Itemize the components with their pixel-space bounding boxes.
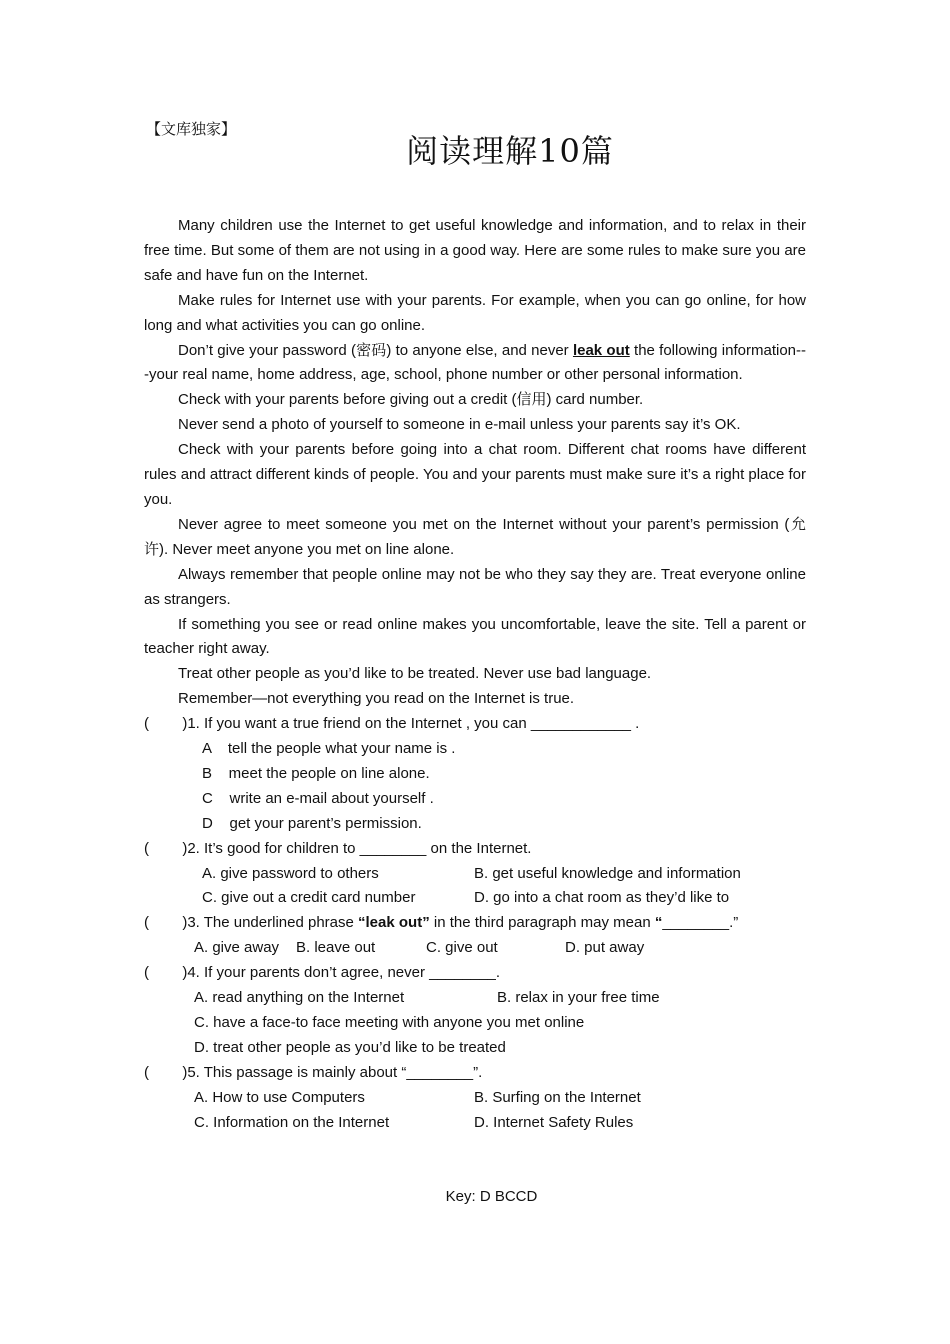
question-5-stem: ( )5. This passage is mainly about “________”.: [144, 1063, 483, 1081]
underlined-phrase: leak out: [572, 341, 630, 359]
question-1-option-a: A tell the people what your name is .: [202, 740, 456, 758]
paragraph-3-end: the following information---your real name, home address, age, school, phone number or other personal information.: [144, 341, 806, 384]
question-5-row-1: [144, 1086, 806, 1111]
question-2-option-b: B. get useful knowledge and information: [474, 864, 741, 882]
question-4-option-a: A. read anything on the Internet: [194, 989, 405, 1007]
question-4-option-d: D. treat other people as you’d like to be treated: [194, 1038, 506, 1056]
question-3-option-d: D. put away: [565, 939, 645, 957]
paragraph-11: Remember—not everything you read on the Internet is true.: [178, 690, 575, 708]
question-3-option-c: C. give out: [426, 939, 498, 957]
paragraph-7: Never agree to meet someone you met on the Internet without your parent’s permission (允许). Never meet anyone you met on line alone.: [144, 515, 806, 558]
source-tag: 【文库独家】: [146, 120, 237, 138]
question-1-stem: ( )1. If you want a true friend on the Internet , you can ____________ .: [144, 715, 640, 733]
paragraph-3-start: Don’t give your password (密码) to anyone else, and never: [178, 341, 573, 359]
question-3-options: [144, 936, 806, 961]
question-2-row-2: [144, 886, 806, 911]
question-3-stem-start: ( )3. The underlined phrase: [144, 914, 359, 932]
question-3-stem: [144, 911, 806, 936]
question-3-stem-middle: in the third paragraph may mean: [429, 914, 655, 932]
question-1-option-d: D get your parent’s permission.: [202, 814, 422, 832]
question-2-option-a: A. give password to others: [202, 864, 379, 882]
question-3-option-b: B. leave out: [296, 939, 376, 957]
question-5-option-c: C. Information on the Internet: [194, 1113, 390, 1131]
question-3-stem-end: ________.”: [662, 914, 739, 932]
reading-passage: [144, 214, 806, 1136]
paragraph-10: Treat other people as you’d like to be treated. Never use bad language.: [178, 665, 652, 683]
page-title: 阅读理解10篇: [406, 132, 614, 170]
paragraph-8: Always remember that people online may not be who they say they are. Treat everyone online as strangers.: [144, 565, 806, 608]
question-5-row-2: [144, 1111, 806, 1136]
question-4-option-b: B. relax in your free time: [497, 989, 660, 1007]
paragraph-6: Check with your parents before going into a chat room. Different chat rooms have different rules and attract different kinds of people. You and your parents must make sure it’s a right place for you.: [144, 441, 806, 508]
paragraph-3: [144, 339, 806, 389]
question-2-option-c: C. give out a credit card number: [202, 889, 416, 907]
question-4-option-c: C. have a face-to face meeting with anyone you met online: [194, 1014, 585, 1031]
answer-key: Key: D BCCD: [445, 1188, 538, 1205]
question-4-row-1: [144, 986, 806, 1011]
paragraph-4: Check with your parents before giving out a credit (信用) card number.: [178, 391, 644, 409]
paragraph-9: If something you see or read online makes you uncomfortable, leave the site. Tell a parent or teacher right away.: [144, 615, 806, 658]
question-1-option-b: B meet the people on line alone.: [202, 764, 430, 782]
question-5-option-a: A. How to use Computers: [194, 1088, 365, 1106]
question-2-stem: ( )2. It’s good for children to ________ on the Internet.: [144, 839, 532, 857]
question-3-open-quote: “: [654, 914, 663, 932]
question-1-option-c: C write an e-mail about yourself .: [202, 789, 434, 807]
question-5-option-d: D. Internet Safety Rules: [474, 1113, 634, 1131]
paragraph-5: Never send a photo of yourself to someone in e-mail unless your parents say it’s OK.: [178, 416, 741, 434]
paragraph-1: Many children use the Internet to get useful knowledge and information, and to relax in their free time. But some of them are not using in a good way. Here are some rules to make sure you are safe and have fun on the Internet.: [144, 217, 806, 284]
question-3-phrase: “leak out”: [358, 914, 430, 932]
question-2-row-1: [144, 862, 806, 887]
question-3-option-a: A. give away: [194, 939, 280, 957]
question-2-option-d: D. go into a chat room as they’d like to: [474, 889, 730, 907]
paragraph-2: Make rules for Internet use with your parents. For example, when you can go online, for how long and what activities you can go online.: [144, 291, 806, 334]
question-5-option-b: B. Surfing on the Internet: [474, 1088, 641, 1106]
question-4-stem: ( )4. If your parents don’t agree, never ________.: [144, 964, 501, 982]
